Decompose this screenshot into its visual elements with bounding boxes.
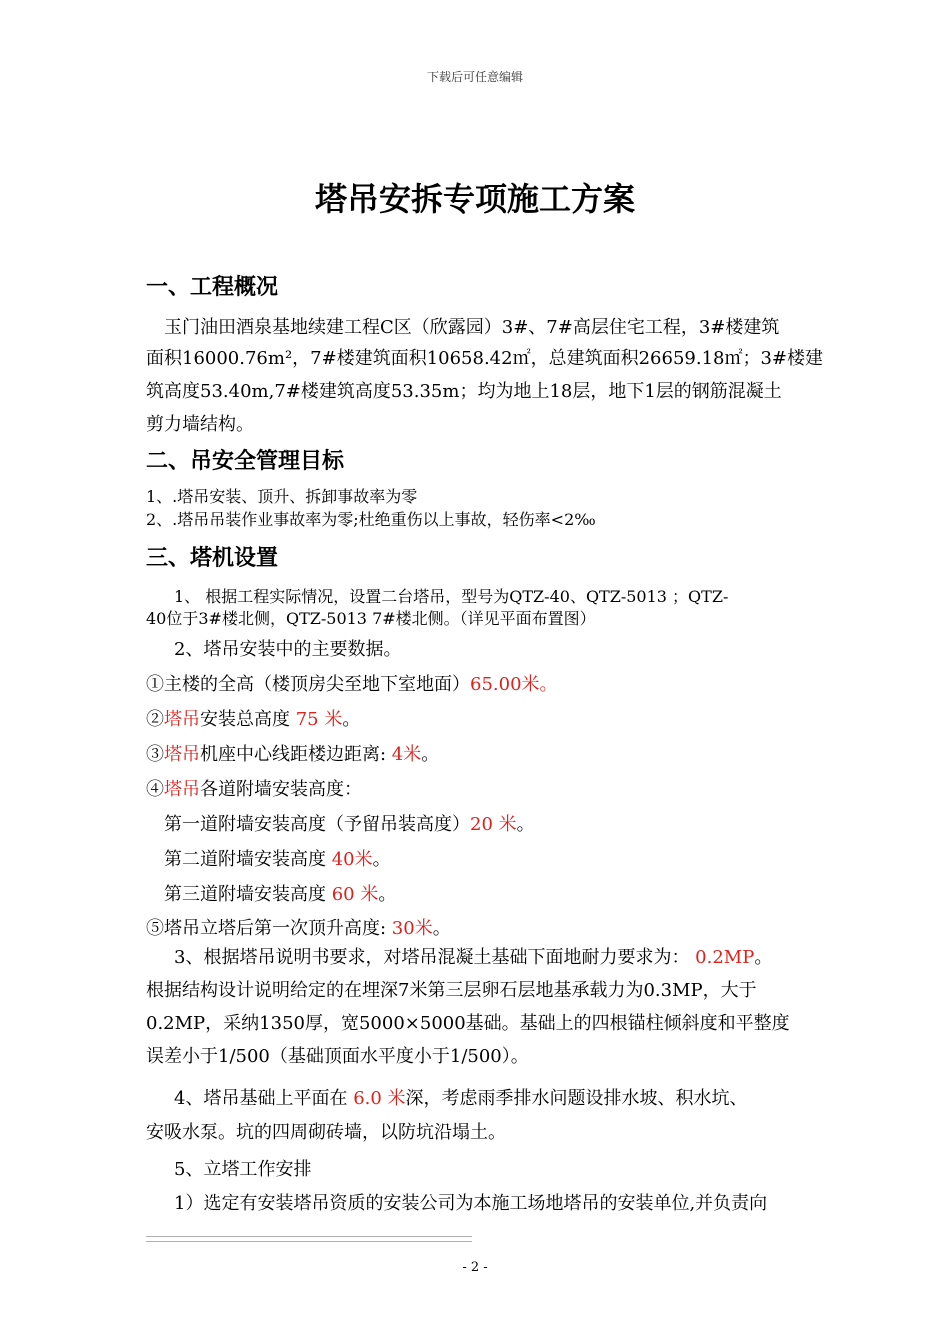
safety-goal-2: 2、.塔吊吊装作业事故率为零;杜绝重伤以上事故，轻伤率<2‰ [146,510,596,529]
crane-setup-line-2: 40位于3#楼北侧，QTZ-5013 7#楼北侧。（详见平面布置图） [146,609,596,628]
crane-setup-line-1: 1、 根据工程实际情况，设置二台塔吊，型号为QTZ-40、QTZ-5013 ；QTZ- [174,587,729,606]
overview-line-3: 筑高度53.40m,7#楼建筑高度53.35m；均为地上18层，地下1层的钢筋混凝土 [146,381,782,402]
foundation-req-line-2: 根据结构设计说明给定的在埋深7米第三层卵石层地基承载力为0.3MP，大于 [146,980,757,1001]
section-heading-safety-goals: 二、吊安全管理目标 [146,449,345,474]
page-number: - 2 - [462,1260,488,1275]
foundation-plane-line-2: 安吸水泵。坑的四周砌砖墙，以防坑沿塌土。 [146,1122,506,1143]
footer-divider [146,1236,472,1242]
foundation-req-line-3: 0.2MP，采纳1350厚，宽5000×5000基础。基础上的四根锚柱倾斜度和平整度 [146,1013,790,1034]
wall-attachment-3: 第三道附墙安装高度 60 米。 [164,884,397,905]
section-heading-crane-setup: 三、塔机设置 [146,546,279,571]
foundation-req-line-1: 3、根据塔吊说明书要求，对塔吊混凝土基础下面地耐力要求为： 0.2MP。 [174,947,773,968]
data-item-5: ⑤塔吊立塔后第一次顶升高度: 30米。 [146,918,451,939]
safety-goal-1: 1、.塔吊安装、顶升、拆卸事故率为零 [146,487,418,506]
data-item-4: ④塔吊各道附墙安装高度： [146,779,362,800]
data-item-3: ③塔吊机座中心线距楼边距离: 4米。 [146,744,440,765]
wall-attachment-2: 第二道附墙安装高度 40米。 [164,849,391,870]
erection-arrangement-heading: 5、立塔工作安排 [174,1159,312,1180]
page-header: 下载后可任意编辑 [426,70,523,84]
document-title: 塔吊安拆专项施工方案 [314,180,635,218]
section-heading-overview: 一、工程概况 [146,275,279,300]
main-data-intro: 2、塔吊安装中的主要数据。 [174,639,402,660]
wall-attachment-1: 第一道附墙安装高度（予留吊装高度）20 米。 [164,814,535,835]
foundation-plane-line-1: 4、塔吊基础上平面在 6.0 米深，考虑雨季排水问题设排水坡、积水坑、 [174,1088,748,1109]
foundation-req-line-4: 误差小于1/500（基础顶面水平度小于1/500）。 [146,1046,529,1067]
overview-line-2: 面积16000.76m²，7#楼建筑面积10658.42㎡，总建筑面积26659.18㎡；3#楼建 [146,348,824,369]
erection-arrangement-item-1: 1）选定有安装塔吊资质的安装公司为本施工场地塔吊的安装单位,并负责向 [174,1193,768,1214]
overview-line-1: 玉门油田酒泉基地续建工程C区（欣露园）3#、7#高层住宅工程，3#楼建筑 [164,317,780,338]
data-item-2: ②塔吊安装总高度 75 米。 [146,709,361,730]
overview-line-4: 剪力墙结构。 [146,414,254,435]
data-item-1: ①主楼的全高（楼顶房尖至地下室地面）65.00米。 [146,674,558,695]
